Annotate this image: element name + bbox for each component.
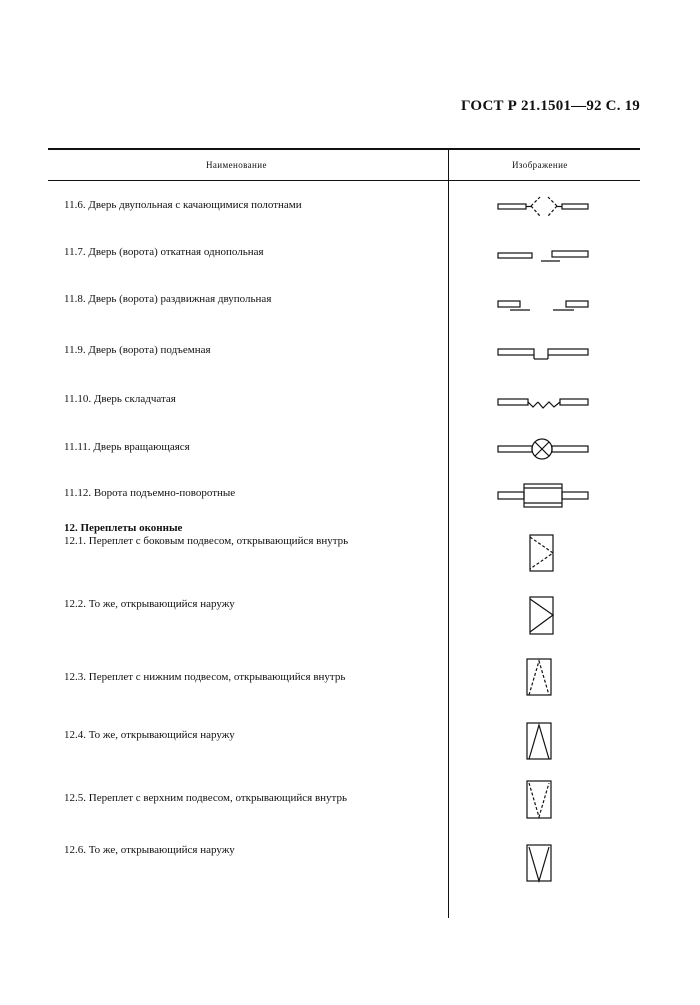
table-row-label: 11.10. Дверь складчатая [64,393,176,405]
table-row-label: 12.2. То же, открывающийся наружу [64,598,235,610]
table-row-label: 12.5. Переплет с верхним подвесом, открывающийся внутрь [64,792,348,804]
table-row-label: 12.4. То же, открывающийся наружу [64,729,235,741]
window-bottom-hung-inward-symbol [527,659,551,695]
gate-lift-swing-symbol [498,484,588,507]
window-bottom-hung-outward-symbol [527,723,551,759]
door-sliding-double-symbol [498,301,588,310]
door-sliding-single-symbol [498,251,588,261]
table-row-label: 11.8. Дверь (ворота) раздвижная двупольная [64,293,272,305]
table-row-label: 11.12. Ворота подъемно-поворотные [64,487,236,499]
window-side-hung-outward-symbol [530,597,553,634]
table-row-label: 12.6. То же, открывающийся наружу [64,844,235,856]
table-row-label: 11.11. Дверь вращающаяся [64,441,190,453]
table-row-label: 11.9. Дверь (ворота) подъемная [64,344,211,356]
table-row-label: 11.6. Дверь двупольная с качающимися полотнами [64,199,302,211]
window-top-hung-outward-symbol [527,845,551,881]
table-row-label: 11.7. Дверь (ворота) откатная однопольная [64,246,264,258]
page-header: ГОСТ Р 21.1501—92 С. 19 [461,98,640,114]
table-row-label: 12.1. Переплет с боковым подвесом, открывающийся внутрь [64,535,349,547]
door-lifting-symbol [498,349,588,359]
section-title: 12. Переплеты оконные [64,522,183,534]
window-top-hung-inward-symbol [527,781,551,818]
door-revolving-symbol [498,439,588,459]
window-side-hung-inward-symbol [530,535,553,571]
table-row-label: 12.3. Переплет с нижним подвесом, открывающийся внутрь [64,671,346,683]
column-header-image: Изображение [512,160,568,170]
column-header-name: Наименование [206,160,267,170]
door-folding-symbol [498,399,588,408]
door-double-swing-symbol [498,197,588,216]
